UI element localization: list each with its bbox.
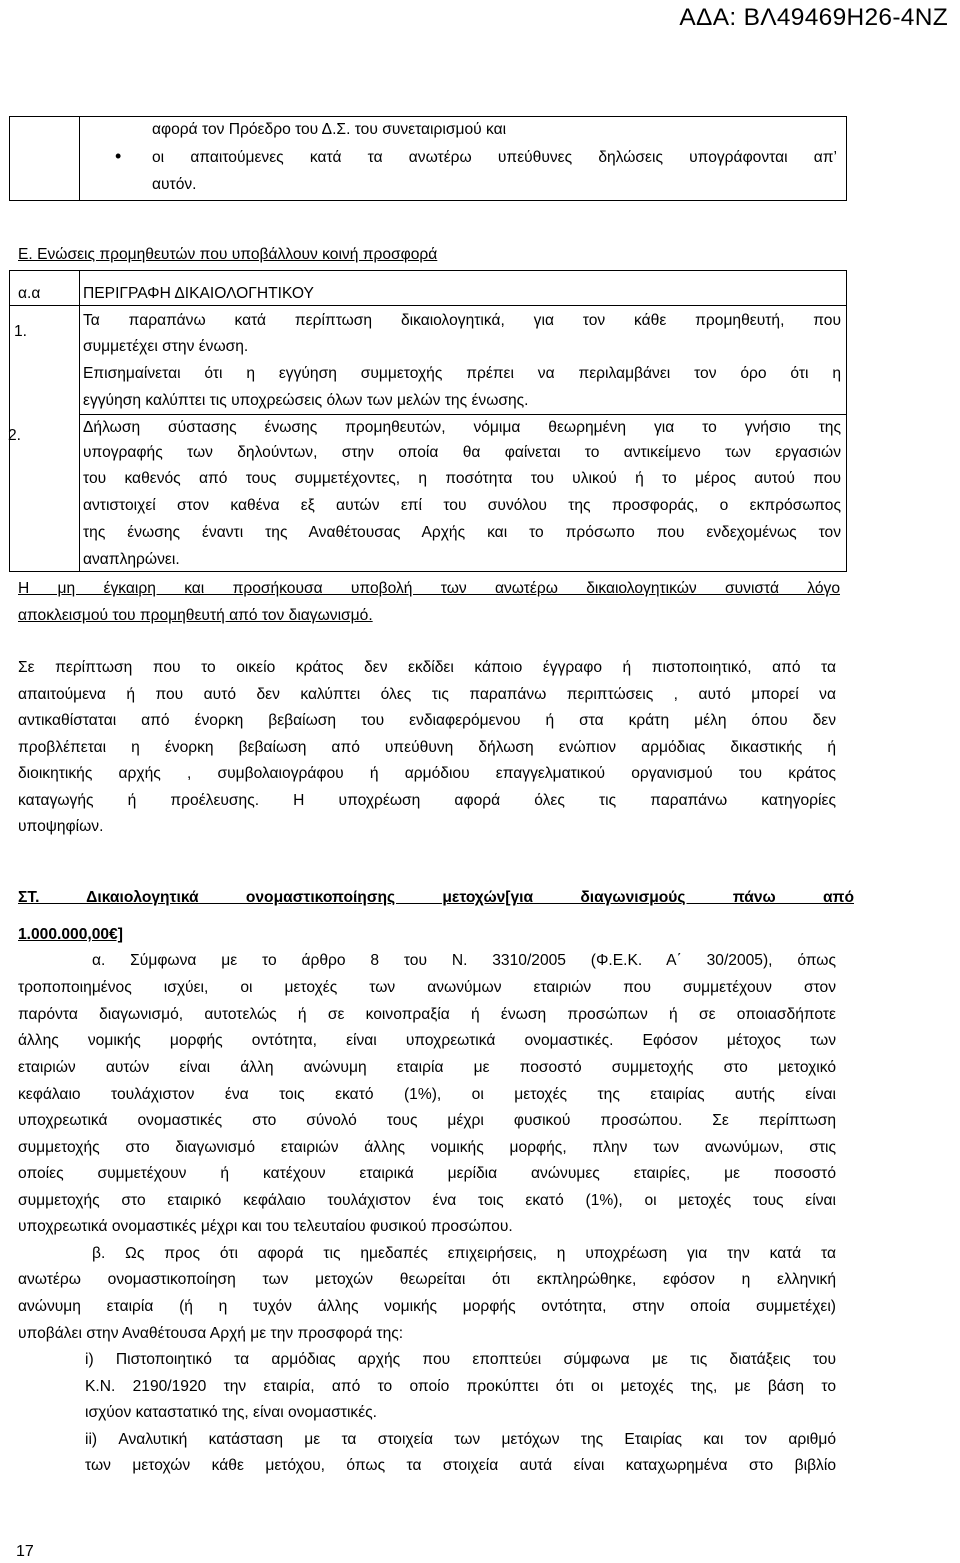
- row1-line2: συμμετέχει στην ένωση.: [83, 338, 249, 355]
- para-a-line6: κεφάλαιο τουλάχιστον ένα τοις εκατό (1%), οι μετοχές της εταιρίας αυτής είναι: [18, 1086, 836, 1103]
- item-i-line1: i) Πιστοποιητικό τα αρμόδιας αρχής που εποπτεύει σύμφωνα με τις διατάξεις του: [85, 1351, 836, 1368]
- state-para-line2: απαιτούμενα ή που αυτό δεν καλύπτει όλες τις παραπάνω περιπτώσεις , αυτό μπορεί να: [18, 686, 836, 703]
- row2-line1: Δήλωση σύστασης ένωσης προμηθευτών, νόμιμα θεωρημένη για το γνήσιο της: [83, 419, 841, 436]
- row2-line2: υπογραφής των δηλούντων, στην οποία θα φαίνεται το αντικείμενο των εργασιών: [83, 444, 841, 461]
- section-e-heading: Ε. Ενώσεις προμηθευτών που υποβάλλουν κοινή προσφορά: [18, 246, 438, 263]
- state-para-line4: προβλέπεται η ένορκη βεβαίωση από υπεύθυνη δήλωση ενώπιον αρμόδιας δικαστικής ή: [18, 739, 836, 756]
- table-header-aa: α.α: [18, 285, 41, 302]
- item-i-line2: Κ.Ν. 2190/1920 την εταιρία, από το οποίο προκύπτει ότι οι μετοχές της, με βάση το: [85, 1378, 836, 1395]
- top-box-line1: αφορά τον Πρόεδρο του Δ.Σ. του συνεταιρισμού και: [152, 121, 507, 138]
- state-para-line5: διοικητικής αρχής , συμβολαιογράφου ή αρμόδιου επαγγελματικού οργανισμού του κράτος: [18, 765, 836, 782]
- row2-line3: του καθενός από τους συμμετέχοντες, η ποσότητα του υλικού ή το μέρος αυτού που: [83, 470, 841, 487]
- section-st-heading-line2: 1.000.000,00€]: [18, 926, 123, 943]
- state-para-line1: Σε περίπτωση που το οικείο κράτος δεν εκδίδει κάποιο έγγραφο ή πιστοποιητικό, από τα: [18, 659, 836, 676]
- para-a-line9: οποίες συμμετέχουν ή κατέχουν εταιρικά μερίδια ανώνυμες εταιρίες, με ποσοστό: [18, 1165, 836, 1182]
- para-a-line8: συμμετοχής στο διαγωνισμό εταιριών άλλης νομικής μορφής, πλην των ανωνύμων, στις: [18, 1139, 836, 1156]
- para-b-line4: υποβάλει στην Αναθέτουσα Αρχή με την προσφορά της:: [18, 1325, 404, 1342]
- para-a-line7: υποχρεωτικά ονομαστικές στο σύνολό τους μέχρι φυσικού προσώπου. Σε περίπτωση: [18, 1112, 836, 1129]
- para-a-line10: συμμετοχής στο εταιρικό κεφάλαιο τουλάχιστον ένα τοις εκατό (1%), οι μετοχές τους είναι: [18, 1192, 836, 1209]
- para-a-line11: υποχρεωτικά ονομαστικές μέχρι και του τελευταίου φυσικού προσώπου.: [18, 1218, 513, 1235]
- section-st-heading-line1: ΣΤ. Δικαιολογητικά ονομαστικοποίησης μετοχών[για διαγωνισμούς πάνω από: [18, 889, 854, 906]
- row2-line5: της ένωσης έναντι της Αναθέτουσας Αρχής και το πρόσωπο που ενδεχομένως τον: [83, 524, 841, 541]
- row2-number: 2.: [8, 427, 22, 444]
- para-b-line3: ανώνυμη εταιρία (ή η τυχόν άλλης νομικής μορφής οντότητα, στην οποία συμμετέχει): [18, 1298, 836, 1315]
- top-box-line2: οι απαιτούμενες κατά τα ανωτέρω υπεύθυνες δηλώσεις υπογράφονται απ’: [152, 149, 837, 166]
- item-ii-line2: των μετοχών κάθε μετόχου, όπως τα στοιχεία αυτά είναι καταχωρημένα στο βιβλίο: [85, 1457, 836, 1474]
- page-number: 17: [16, 1543, 34, 1560]
- table-header-divider: [9, 305, 847, 306]
- state-para-line7: υποψηφίων.: [18, 818, 104, 835]
- row2-line4: αντιστοιχεί στον καθένα εξ αυτών επί του συνόλου της προσφοράς, ο εκπρόσωπος: [83, 497, 841, 514]
- para-a-line4: άλλης νομικής μορφής οντότητα, είναι υποχρεωτικά ονομαστικές. Εφόσον μέτοχος των: [18, 1032, 836, 1049]
- top-box-divider: [79, 116, 80, 201]
- para-a-line3: παρόντα διαγωνισμό, αυτοτελώς ή σε κοινοπραξία ή ένωση προσώπων ή σε οποιασδήποτε: [18, 1006, 836, 1023]
- ada-code: ΑΔΑ: ΒΛ49469Η26-4ΝΖ: [679, 4, 948, 31]
- row1-number: 1.: [14, 323, 28, 340]
- bullet-icon: •: [115, 146, 122, 166]
- para-b-line1: β. Ως προς ότι αφορά τις ημεδαπές επιχειρήσεις, η υποχρέωση για την κατά τα: [92, 1245, 836, 1262]
- table-row-divider: [79, 414, 847, 415]
- para-a-line5: εταιριών αυτών είναι άλλη ανώνυμη εταιρία με ποσοστό συμμετοχής στο μετοχικό: [18, 1059, 836, 1076]
- item-ii-line1: ii) Αναλυτική κατάσταση με τα στοιχεία των μετόχων της Εταιρίας και τον αριθμό: [85, 1431, 836, 1448]
- row1-line4: εγγύηση καλύπτει τις υποχρεώσεις όλων των μελών της ένωσης.: [83, 392, 529, 409]
- table-header-description: ΠΕΡΙΓΡΑΦΗ ΔΙΚΑΙΟΛΟΓΗΤΙΚΟΥ: [83, 285, 314, 302]
- para-b-line2: ανωτέρω ονομαστικοποίηση των μετοχών θεωρείται ότι εκπληρώθηκε, εφόσον η ελληνική: [18, 1271, 836, 1288]
- exclusion-note-line2: αποκλεισμού του προμηθευτή από τον διαγωνισμό.: [18, 607, 373, 624]
- state-para-line6: καταγωγής ή προέλευσης. Η υποχρέωση αφορά όλες τις παραπάνω κατηγορίες: [18, 792, 836, 809]
- table-col-divider: [79, 270, 80, 572]
- item-i-line3: ισχύον καταστατικό της, είναι ονομαστικές.: [85, 1404, 378, 1421]
- row1-line1: Τα παραπάνω κατά περίπτωση δικαιολογητικά, για τον κάθε προμηθευτή, που: [83, 312, 841, 329]
- row1-line3: Επισημαίνεται ότι η εγγύηση συμμετοχής πρέπει να περιλαμβάνει τον όρο ότι η: [83, 365, 841, 382]
- state-para-line3: αντικαθίσταται από ένορκη βεβαίωση του ενδιαφερόμενου ή στα κράτη μέλη όπου δεν: [18, 712, 836, 729]
- para-a-line1: α. Σύμφωνα με το άρθρο 8 του Ν. 3310/2005 (Φ.Ε.Κ. Α΄ 30/2005), όπως: [92, 952, 836, 969]
- top-box-line3: αυτόν.: [152, 176, 197, 193]
- para-a-line2: τροποποιημένος ισχύει, οι μετοχές των ανωνύμων εταιριών που συμμετέχουν στον: [18, 979, 836, 996]
- exclusion-note-line1: Η μη έγκαιρη και προσήκουσα υποβολή των ανωτέρω δικαιολογητικών συνιστά λόγο: [18, 580, 840, 597]
- row2-line6: αναπληρώνει.: [83, 551, 180, 568]
